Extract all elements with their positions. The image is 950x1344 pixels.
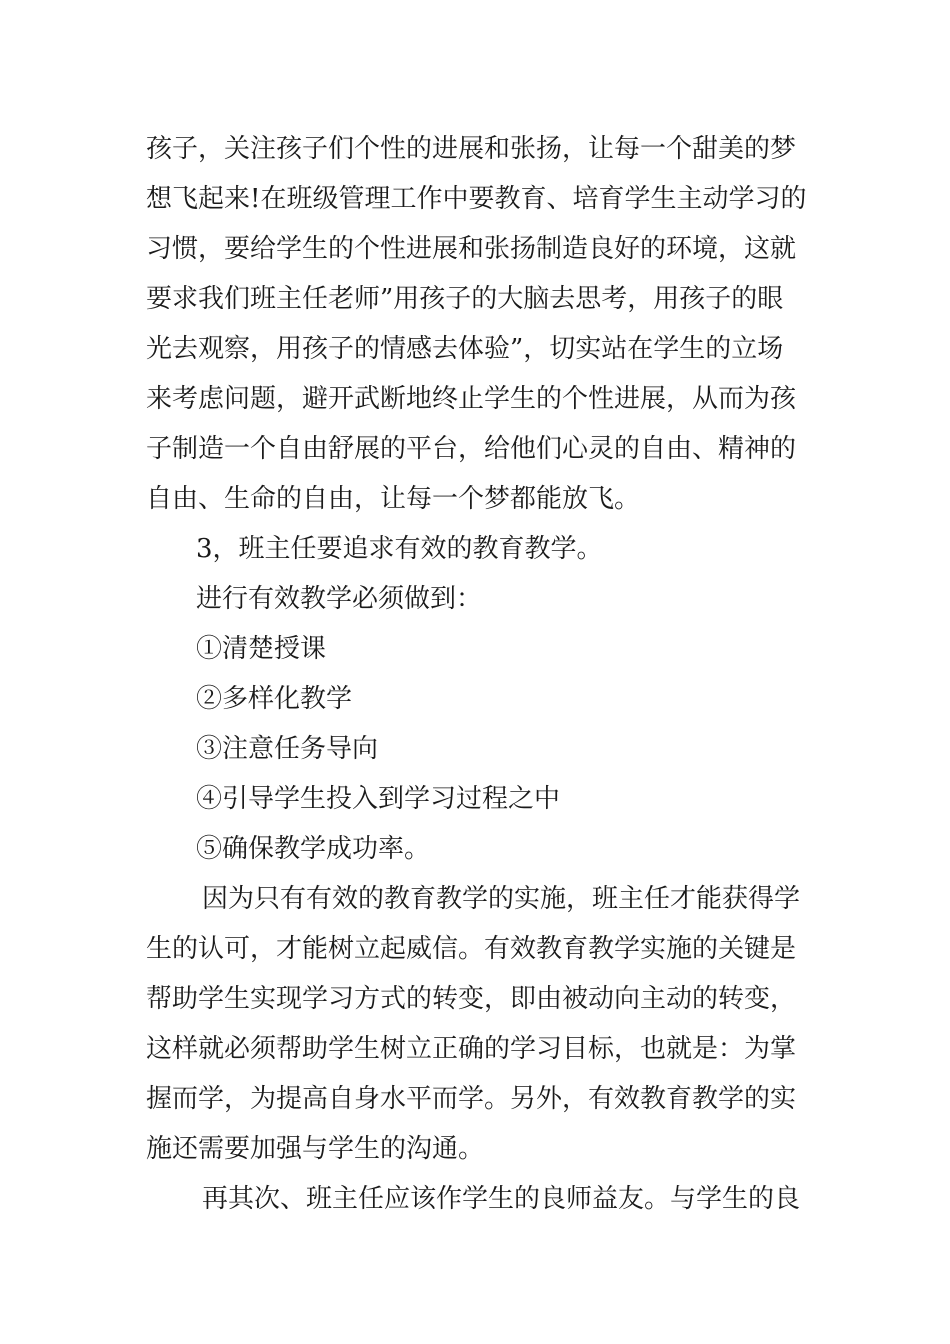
- text-line: 握而学，为提高自身水平而学。另外，有效教育教学的实: [146, 1084, 797, 1114]
- text-line: 因为只有有效的教育教学的实施，班主任才能获得学: [202, 884, 801, 914]
- list-item: ③注意任务导向: [196, 734, 379, 764]
- list-intro: 进行有效教学必须做到：: [196, 584, 483, 614]
- text-line: 来考虑问题，避开武断地终止学生的个性进展，从而为孩: [146, 384, 797, 414]
- section-heading: 3，班主任要追求有效的教育教学。: [196, 534, 603, 564]
- text-line: 再其次、班主任应该作学生的良师益友。与学生的良: [202, 1184, 801, 1214]
- text-line: 想飞起来!在班级管理工作中要教育、培育学生主动学习的: [146, 184, 807, 214]
- text-line: 施还需要加强与学生的沟通。: [146, 1134, 485, 1164]
- body-text: [146, 124, 826, 1224]
- text-line: 这样就必须帮助学生树立正确的学习目标，也就是：为掌: [146, 1034, 797, 1064]
- text-line: 光去观察，用孩子的情感去体验”，切实站在学生的立场: [146, 334, 784, 364]
- list-item: ⑤确保教学成功率。: [196, 834, 431, 864]
- text-line: 生的认可，才能树立起威信。有效教育教学实施的关键是: [146, 934, 797, 964]
- text-line: 帮助学生实现学习方式的转变，即由被动向主动的转变，: [146, 984, 797, 1014]
- list-item: ④引导学生投入到学习过程之中: [196, 784, 561, 814]
- text-line: 自由、生命的自由，让每一个梦都能放飞。: [146, 484, 641, 514]
- text-line: 要求我们班主任老师”用孩子的大脑去思考，用孩子的眼: [146, 284, 784, 314]
- list-item: ②多样化教学: [196, 684, 353, 714]
- text-line: 孩子，关注孩子们个性的进展和张扬，让每一个甜美的梦: [146, 134, 797, 164]
- list-item: ①清楚授课: [196, 634, 327, 664]
- text-line: 习惯，要给学生的个性进展和张扬制造良好的环境，这就: [146, 234, 797, 264]
- text-line: 子制造一个自由舒展的平台，给他们心灵的自由、精神的: [146, 434, 797, 464]
